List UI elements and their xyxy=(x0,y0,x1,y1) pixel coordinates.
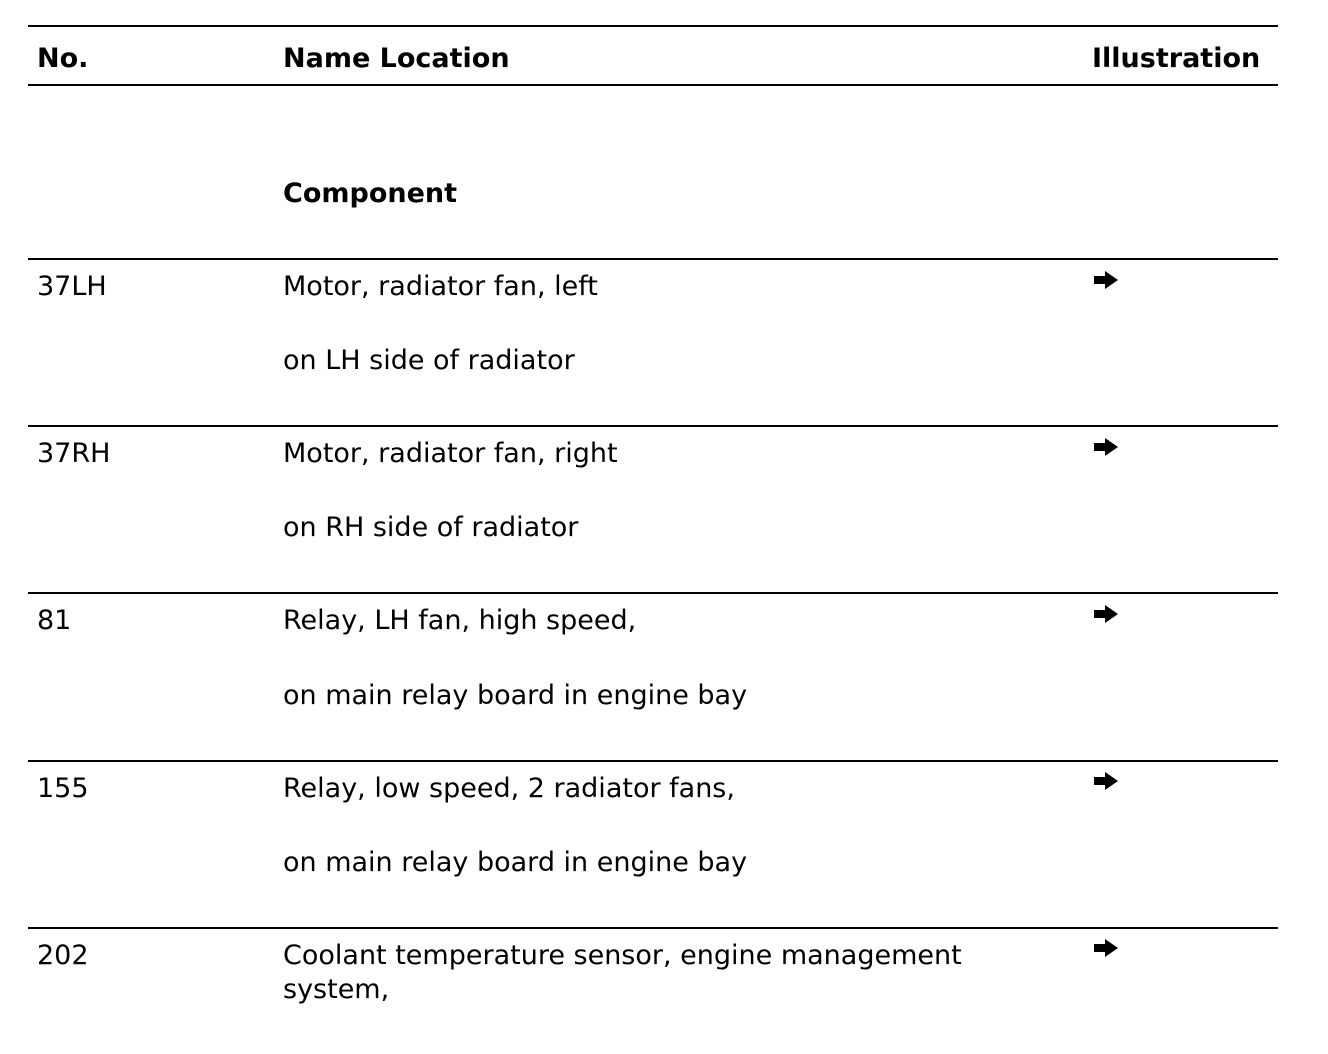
component-location: on LH side of radiator xyxy=(283,345,575,376)
row-divider xyxy=(28,592,1278,594)
component-name: Relay, LH fan, high speed, xyxy=(283,605,637,636)
section-label: Component xyxy=(283,178,458,209)
row-divider xyxy=(28,425,1278,427)
header-name-location: Name Location xyxy=(283,43,510,74)
right-arrow-icon[interactable] xyxy=(1093,604,1119,624)
right-arrow-icon[interactable] xyxy=(1093,938,1119,958)
component-number: 37RH xyxy=(37,438,111,469)
component-name: Motor, radiator fan, right xyxy=(283,438,618,469)
component-number: 155 xyxy=(37,773,89,804)
component-name: Relay, low speed, 2 radiator fans, xyxy=(283,773,735,804)
row-divider xyxy=(28,760,1278,762)
header-illustration: Illustration xyxy=(1092,43,1261,74)
right-arrow-icon[interactable] xyxy=(1093,771,1119,791)
table-top-rule xyxy=(28,25,1278,27)
row-divider xyxy=(28,927,1278,929)
header-no: No. xyxy=(37,43,89,74)
component-number: 37LH xyxy=(37,271,107,302)
component-name: Motor, radiator fan, left xyxy=(283,271,598,302)
component-name: Coolant temperature sensor, engine management system, xyxy=(283,940,962,1005)
component-location: on main relay board in engine bay xyxy=(283,847,748,878)
component-number: 202 xyxy=(37,940,89,971)
right-arrow-icon[interactable] xyxy=(1093,270,1119,290)
component-number: 81 xyxy=(37,605,72,636)
row-divider xyxy=(28,258,1278,260)
component-location: on main relay board in engine bay xyxy=(283,680,748,711)
right-arrow-icon[interactable] xyxy=(1093,437,1119,457)
component-location: on RH side of radiator xyxy=(283,512,579,543)
header-bottom-rule xyxy=(28,84,1278,86)
